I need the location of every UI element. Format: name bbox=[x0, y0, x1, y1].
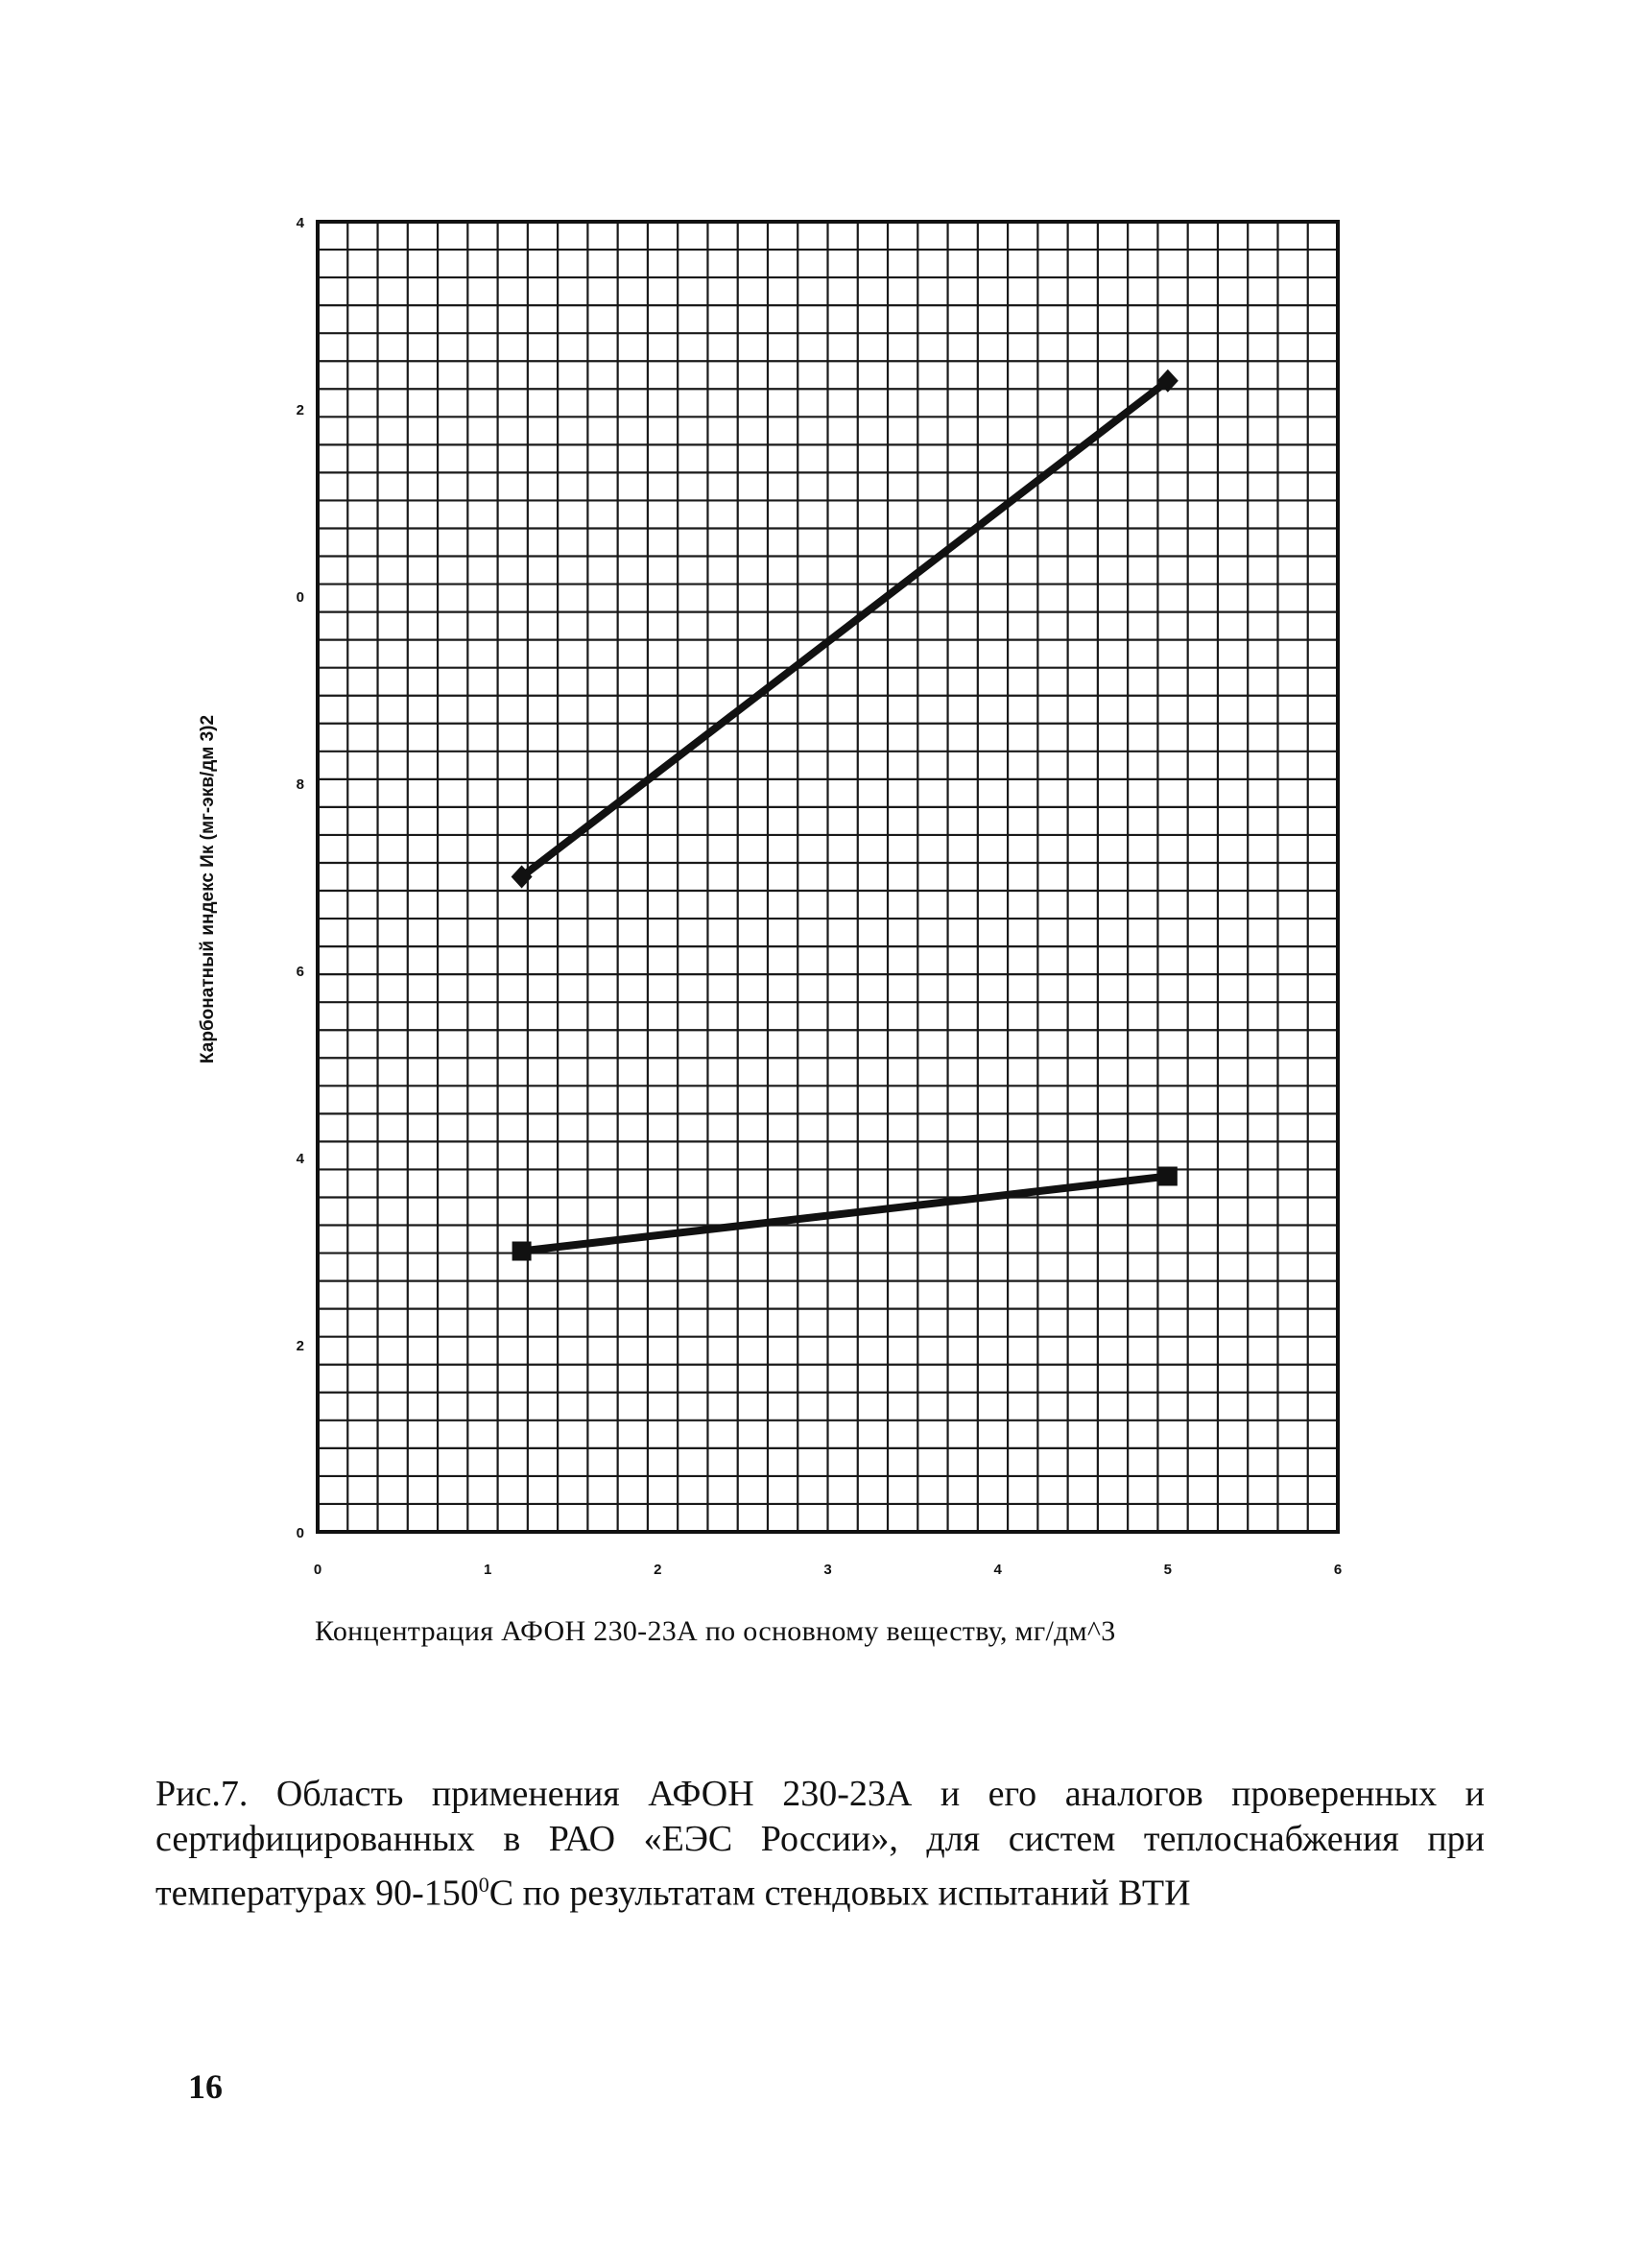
y-tick-label: 4 bbox=[296, 215, 304, 231]
caption-line-3 bbox=[155, 1862, 1485, 1917]
series-2-point bbox=[1158, 1167, 1178, 1186]
page-number: 16 bbox=[188, 2067, 223, 2106]
series-2-point bbox=[512, 1242, 532, 1261]
y-tick-label: 2 bbox=[296, 402, 304, 418]
x-tick-label: 5 bbox=[1163, 1562, 1173, 1578]
y-tick-label: 8 bbox=[296, 776, 304, 793]
x-tick-label: 0 bbox=[313, 1562, 322, 1578]
y-tick-label: 2 bbox=[296, 1338, 304, 1354]
x-tick-label: 4 bbox=[993, 1562, 1002, 1578]
x-tick-label: 2 bbox=[654, 1562, 662, 1578]
x-tick-label: 1 bbox=[483, 1562, 492, 1578]
caption-line-1: Рис.7. Область применения АФОН 230-23А и его аналогов проверенных и bbox=[155, 1774, 1485, 1814]
x-tick-label: 6 bbox=[1333, 1562, 1343, 1578]
caption-degree-sup: 0 bbox=[478, 1873, 489, 1897]
y-tick-label: 4 bbox=[296, 1151, 304, 1167]
figure-caption bbox=[155, 1772, 1485, 1917]
y-tick-label: 0 bbox=[296, 1525, 304, 1541]
x-axis-label: Концентрация АФОН 230-23А по основному веществу, мг/дм^3 bbox=[315, 1615, 1116, 1647]
caption-line-3-end: С по результатам стендовых испытаний ВТИ bbox=[488, 1873, 1191, 1914]
caption-line-3-start: температурах 90-150 bbox=[155, 1873, 479, 1914]
x-tick-label: 3 bbox=[823, 1562, 832, 1578]
caption-line-2: сертифицированных в РАО «ЕЭС России», для систем теплоснабжения при bbox=[155, 1819, 1485, 1859]
y-axis-label: Карбонатный индекс Ик (мг-экв/дм 3)2 bbox=[198, 714, 218, 1064]
y-tick-label: 0 bbox=[296, 589, 304, 606]
y-tick-label: 6 bbox=[296, 964, 304, 980]
